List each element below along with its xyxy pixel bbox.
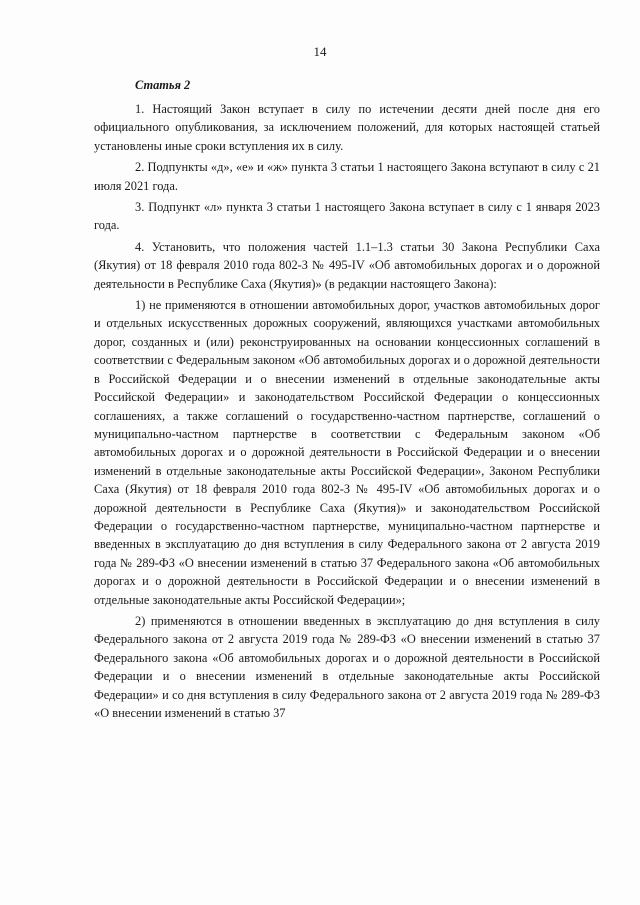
- page-number: 14: [313, 44, 327, 59]
- paragraph-4: 4. Установить, что положения частей 1.1–1.3 статьи 30 Закона Республики Саха (Якутия) от 18 февраля 2010 года 802-З № 495-IV «Об автомобильных дорогах и о дорожной деятельности в Республике Саха (Якутия)» (в редакции настоящего Закона):: [94, 239, 600, 291]
- document-body: [94, 76, 600, 725]
- paragraph-3: 3. Подпункт «л» пункта 3 статьи 1 настоящего Закона вступает в силу с 1 января 2023 года.: [94, 200, 600, 233]
- paragraph-1: 1. Настоящий Закон вступает в силу по истечении десяти дней после дня его официального опубликования, за исключением положений, для которых настоящей статьей установлены иные сроки вступления их в силу.: [94, 102, 600, 153]
- paragraph-2: 2. Подпункты «д», «е» и «ж» пункта 3 статьи 1 настоящего Закона вступают в силу с 21 июля 2021 года.: [94, 160, 600, 193]
- subparagraph-2: 2) применяются в отношении введенных в эксплуатацию до дня вступления в силу Федерального закона от 2 августа 2019 года № 289-ФЗ «О внесении изменений в статью 37 Федерального закона «Об автомобильных дорогах и о дорожной деятельности в Российской Федерации и о внесении изменений в отдельные законодательные акты Российской Федерации» и со дня вступления в силу Федерального закона от 2 августа 2019 года № 289-ФЗ «О внесении изменений в статью 37: [94, 613, 600, 720]
- subparagraph-1: 1) не применяются в отношении автомобильных дорог, участков автомобильных дорог и отдельных искусственных дорожных сооружений, являющихся участками автомобильных дорог, созданных и (или) реконструированных на основании концессионных соглашений в соответствии с Федеральным законом «Об автомобильных дорогах и о дорожной деятельности в Российской Федерации и о внесении изменений в отдельные законодательные акты Российской Федерации» и законодательством Российской Федерации о концессионных соглашениях, а также соглашений о государственно-частном партнерстве, соглашений о муниципально-частном партнерстве в соответствии с Федеральным законом «Об автомобильных дорогах и о дорожной деятельности в Российской Федерации и о внесении изменений в отдельные законодательные акты Российской Федерации», Законом Республики Саха (Якутия) от 18 февраля 2010 года 802-З № 495-IV «Об автомобильных дорогах и о дорожной деятельности в Республике Саха (Якутия)» и законодательством Российской Федерации о государственно-частном партнерстве, муниципально-частном партнерстве и введенных в эксплуатацию до дня вступления в силу Федерального закона от 2 августа 2019 года № 289-ФЗ «О внесении изменений в статью 37 Федерального закона «Об автомобильных дорогах и о дорожной деятельности в Российской Федерации и о внесении изменений в отдельные законодательные акты Российской Федерации»;: [94, 298, 601, 607]
- article-heading: Статья 2: [135, 78, 191, 92]
